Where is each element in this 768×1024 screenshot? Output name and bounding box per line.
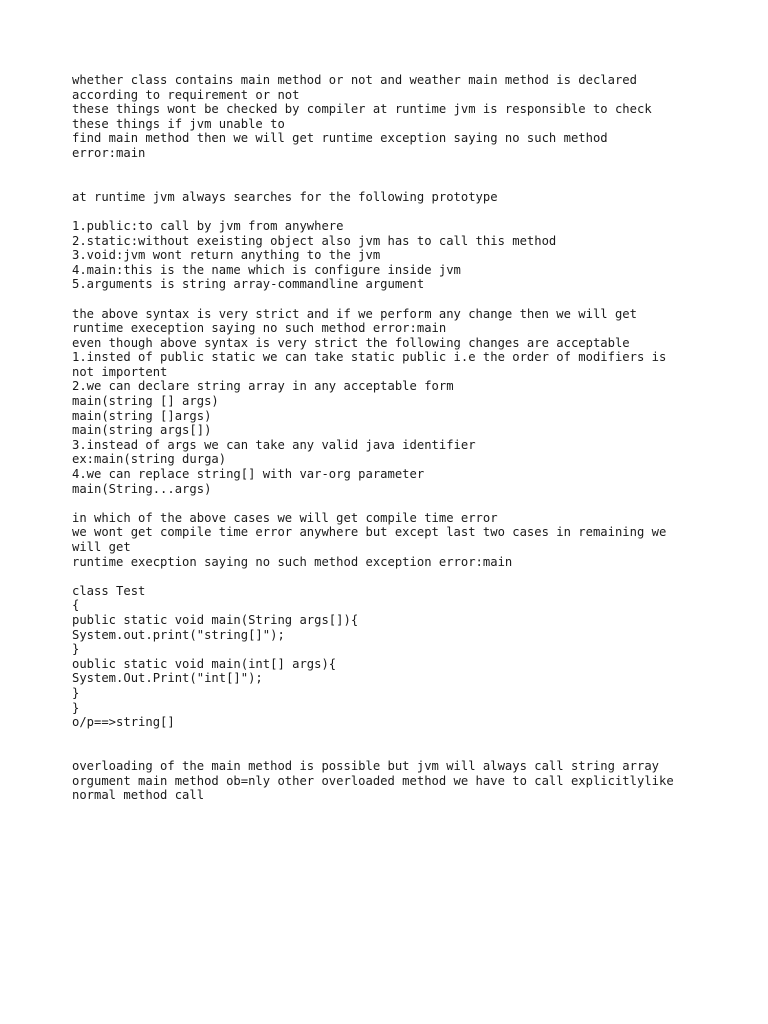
text-line: { — [72, 598, 80, 613]
document-text — [72, 73, 712, 803]
text-line: normal method call — [72, 788, 205, 803]
text-line: whether class contains main method or not and weather main method is declared — [72, 73, 637, 87]
text-line: we wont get compile time error anywhere but except last two cases in remaining we — [72, 525, 667, 540]
text-line: 4.main:this is the name which is configure inside jvm — [72, 262, 461, 277]
blank-line — [72, 161, 712, 176]
text-line: System.out.print("string[]"); — [72, 627, 285, 642]
text-line: ex:main(string durga) — [72, 452, 227, 467]
text-line: } — [72, 642, 80, 657]
text-line: 1.insted of public static we can take static public i.e the order of modifiers is — [72, 350, 667, 365]
text-line: class Test — [72, 583, 146, 598]
text-line: the above syntax is very strict and if we perform any change then we will get — [72, 306, 637, 321]
text-line: 5.arguments is string array-commandline argument — [72, 277, 425, 292]
text-line: oublic static void main(int[] args){ — [72, 656, 337, 671]
blank-line — [72, 204, 712, 219]
text-line: runtime execption saying no such method exception error:main — [72, 554, 513, 569]
text-line: these things if jvm unable to — [72, 116, 285, 131]
blank-line — [72, 175, 712, 190]
text-line: these things wont be checked by compiler at runtime jvm is responsible to check — [72, 102, 652, 117]
text-line: at runtime jvm always searches for the following prototype — [72, 189, 498, 204]
text-line: find main method then we will get runtime exception saying no such method — [72, 131, 608, 146]
text-line: overloading of the main method is possible but jvm will always call string array — [72, 758, 659, 773]
text-line: 3.void:jvm wont return anything to the jvm — [72, 248, 381, 263]
text-line: orgument main method ob=nly other overloaded method we have to call explicitlylike — [72, 773, 674, 788]
blank-line — [72, 496, 712, 511]
text-line: runtime exeception saying no such method error:main — [72, 321, 447, 336]
blank-line — [72, 292, 712, 307]
text-line: } — [72, 685, 80, 700]
text-line: error:main — [72, 145, 146, 160]
text-line: according to requirement or not — [72, 87, 300, 102]
text-line: o/p==>string[] — [72, 715, 175, 730]
text-line: not importent — [72, 364, 168, 379]
text-line: main(string args[]) — [72, 423, 212, 438]
blank-line — [72, 569, 712, 584]
text-line: public static void main(String args[]){ — [72, 612, 359, 627]
text-line: 3.instead of args we can take any valid java identifier — [72, 437, 476, 452]
text-line: main(string []args) — [72, 408, 212, 423]
text-line: 1.public:to call by jvm from anywhere — [72, 218, 344, 233]
text-line: System.Out.Print("int[]"); — [72, 671, 263, 686]
blank-line — [72, 744, 712, 759]
text-line: main(string [] args) — [72, 394, 219, 409]
blank-line — [72, 730, 712, 745]
text-line: main(String...args) — [72, 481, 212, 496]
text-line: 2.static:without exeisting object also jvm has to call this method — [72, 233, 557, 248]
text-line: in which of the above cases we will get compile time error — [72, 510, 498, 525]
text-line: 2.we can declare string array in any acceptable form — [72, 379, 454, 394]
text-line: } — [72, 700, 80, 715]
text-line: will get — [72, 540, 131, 554]
text-line: 4.we can replace string[] with var-org parameter — [72, 467, 425, 482]
text-line: even though above syntax is very strict the following changes are acceptable — [72, 335, 630, 350]
